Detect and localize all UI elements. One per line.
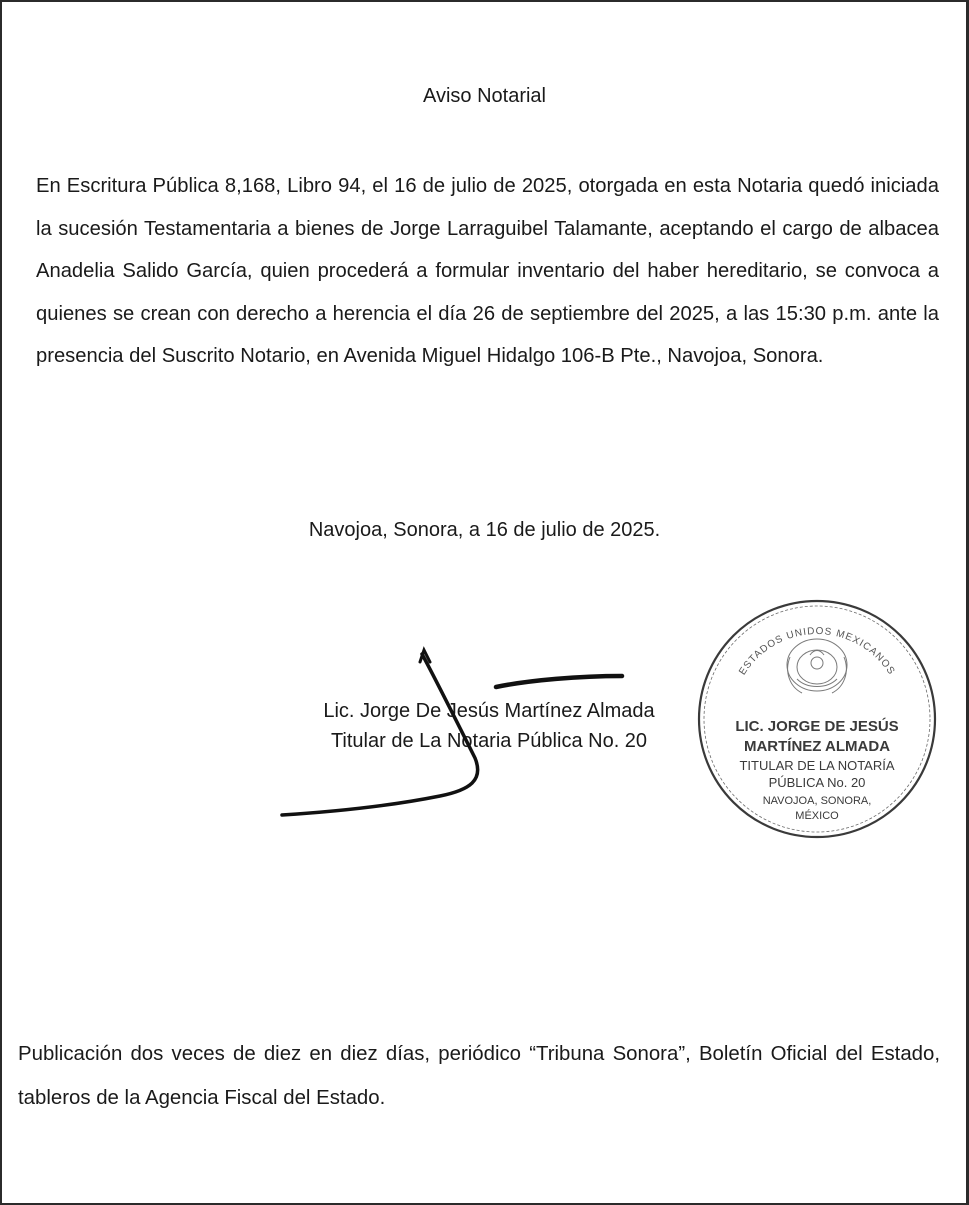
seal-line-country: MÉXICO bbox=[795, 810, 839, 822]
signer-name: Lic. Jorge De Jesús Martínez Almada bbox=[323, 700, 655, 722]
coat-of-arms-icon bbox=[787, 639, 847, 693]
seal-line-title-1: TITULAR DE LA NOTARÍA bbox=[739, 758, 895, 773]
notice-title: Aviso Notarial bbox=[422, 85, 547, 107]
seal-line-title-2: PÚBLICA No. 20 bbox=[768, 775, 866, 790]
place-and-date: Navojoa, Sonora, a 16 de julio de 2025. bbox=[308, 519, 661, 541]
signer-role: Titular de La Notaria Pública No. 20 bbox=[330, 730, 648, 752]
publication-note: Publicación dos veces de diez en diez días, periódico “Tribuna Sonora”, Boletín Oficial del Estado, tableros de la Agencia Fiscal del Estado. bbox=[18, 1043, 940, 1109]
notary-seal bbox=[692, 597, 942, 842]
seal-line-name-2: MARTÍNEZ ALMADA bbox=[743, 738, 891, 755]
signer-block bbox=[300, 696, 678, 756]
seal-line-location: NAVOJOA, SONORA, bbox=[762, 795, 872, 807]
seal-ring-text: ESTADOS UNIDOS MEXICANOS bbox=[737, 625, 897, 678]
seal-line-name-1: LIC. JORGE DE JESÚS bbox=[735, 718, 899, 735]
notice-body: En Escritura Pública 8,168, Libro 94, el 16 de julio de 2025, otorgada en esta Notaria quedó iniciada la sucesión Testamentaria a bienes de Jorge Larraguibel Talamante, aceptando el cargo de albacea Anadelia Salido García, quien procederá a formular inventario del haber hereditario, se convoca a quienes se crean con derecho a herencia el día 26 de septiembre del 2025, a las 15:30 p.m. ante la presencia del Suscrito Notario, en Avenida Miguel Hidalgo 106-B Pte., Navojoa, Sonora. bbox=[36, 175, 939, 367]
